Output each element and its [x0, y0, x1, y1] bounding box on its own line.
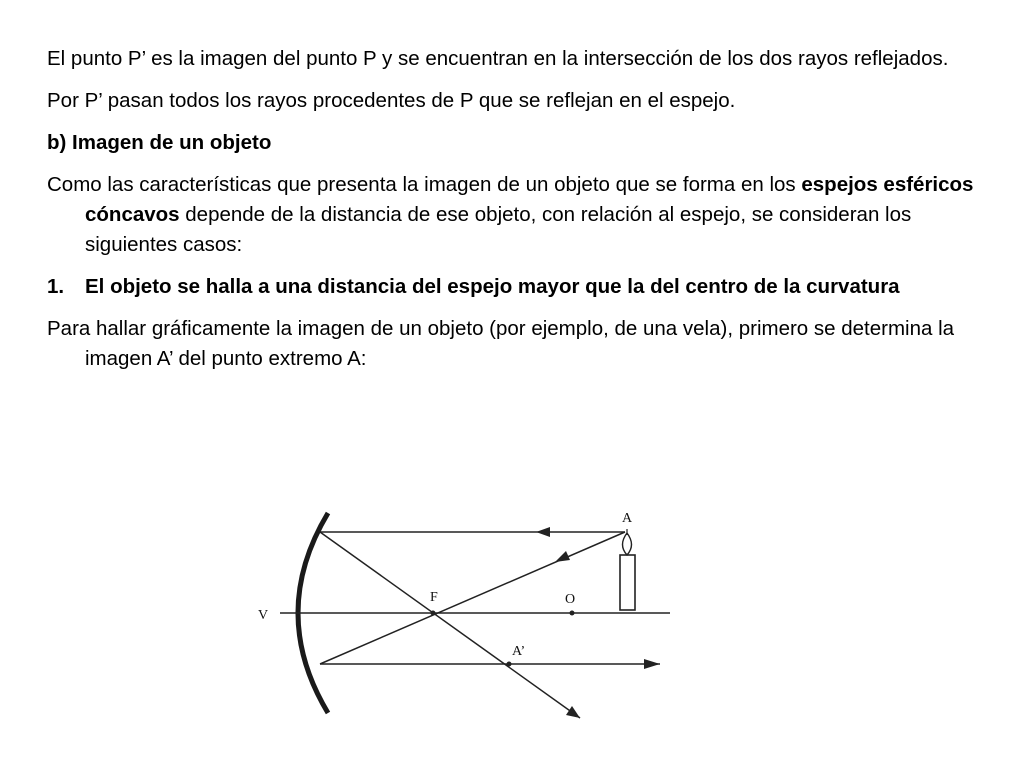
- paragraph-concave-bold: espejos esféricos cóncavos: [85, 173, 974, 226]
- paragraph-concave-end: depende de la distancia de ese objeto, con relación al espejo, se consideran los siguientes casos:: [85, 203, 912, 256]
- focus-point: [431, 611, 436, 616]
- image-point: [507, 662, 512, 667]
- arrowhead-reflected-focus: [566, 706, 580, 718]
- arrowhead-parallel-incident: [536, 527, 550, 537]
- center-point: [570, 611, 575, 616]
- paragraph-rays: Por P’ pasan todos los rayos procedentes de P que se reflejan en el espejo.: [47, 89, 736, 112]
- label-v: V: [258, 608, 269, 623]
- ray-through-focus-incident: [320, 532, 625, 664]
- list-item-text: El objeto se halla a una distancia del espejo mayor que la del centro de la curvatura: [85, 275, 900, 298]
- list-item-number: 1.: [47, 275, 65, 298]
- paragraph-image-point: El punto P’ es la imagen del punto P y se encuentran en la intersección de los dos rayos reflejados.: [47, 47, 949, 70]
- candle-body: [620, 555, 635, 610]
- mirror-diagram: [240, 495, 730, 755]
- ray-reflected-through-focus: [320, 532, 580, 718]
- label-f: F: [430, 590, 438, 605]
- list-item-case-1: [47, 272, 997, 302]
- candle-flame: [623, 533, 632, 555]
- slide-text: [47, 44, 997, 386]
- arrowhead-focus-incident: [555, 551, 570, 562]
- paragraph-concave-start: Como las características que presenta la imagen de un objeto que se forma en los: [47, 173, 802, 196]
- heading-object-image: b) Imagen de un objeto: [47, 131, 272, 154]
- label-o: O: [565, 592, 576, 607]
- arrowhead-reflected-parallel: [644, 659, 660, 669]
- paragraph-concave-mirrors: [47, 170, 997, 260]
- mirror-diagram-svg: [240, 495, 730, 755]
- label-a: A: [622, 511, 633, 526]
- label-a-prime: A’: [512, 644, 526, 659]
- paragraph-graphical-method: Para hallar gráficamente la imagen de un objeto (por ejemplo, de una vela), primero se determina la imagen A’ del punto extremo A:: [47, 317, 955, 370]
